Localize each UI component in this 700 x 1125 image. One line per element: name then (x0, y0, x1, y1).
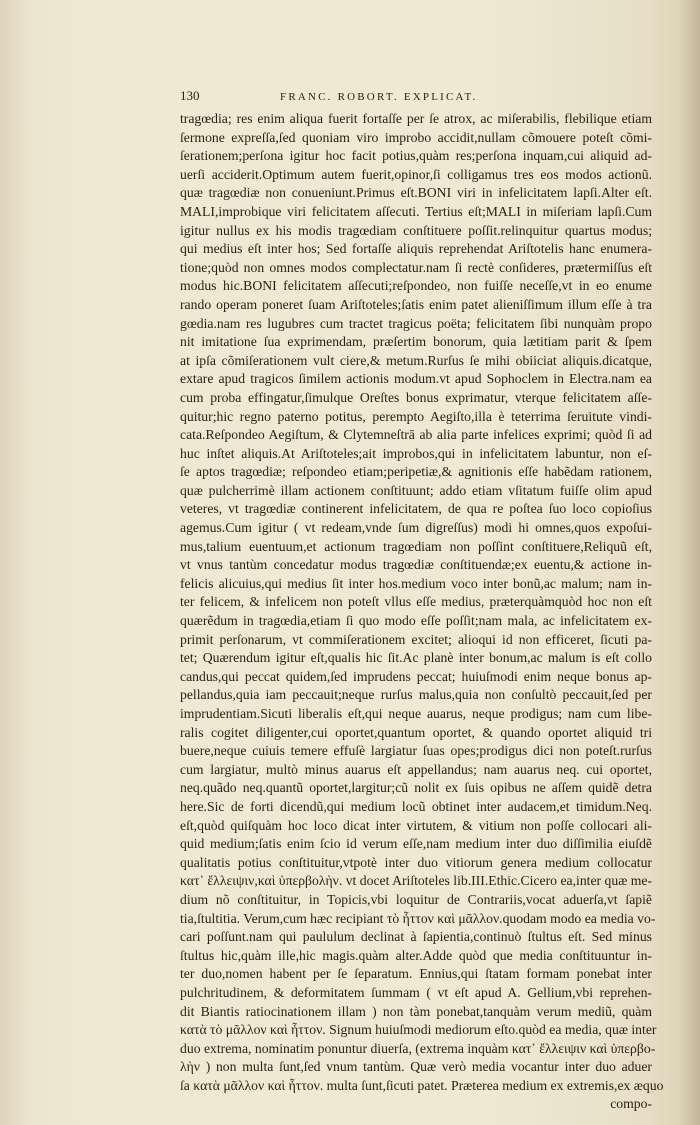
text-line: quærẽdum in tragœdia,etiam ſi quo modo eſſe poſſit;nam mala, ac infelicitatem ex- (180, 613, 652, 629)
text-line: κατὰ τὸ μᾶλλον καὶ ἧττον. Signum huiuſmodi mediorum eſto.quòd ea media, quæ inter (180, 1022, 657, 1038)
text-line: imprudentiam.Sicuti liberalis eſt,qui neque auarus, neque prodigus; nam cum libe- (180, 706, 652, 721)
text-line: quid medium;ſatis enim ſcio id verum eſſe,nam medium inter duo diſſimilia eiuſdẽ (180, 836, 652, 852)
text-line: vt vnus tantùm concedatur modus tragœdiæ conſtituendæ;ex euentu,& actione in- (180, 557, 652, 573)
body-text (180, 110, 664, 1114)
text-line: cum largiatur, multò minus auarus eſt appellandus; nam auarus neq. cui oportet, (180, 761, 652, 777)
text-line: dit Biantis ratiocinationem illam ) non tàm ponebat,tanquàm verum mediũ, quàm (180, 1003, 652, 1019)
text-line: rando operam poneret ſuam Ariſtoteles;ſatis enim patet alieniſſimum illum eſſe à tra (180, 296, 652, 312)
text-line: tet; Quærendum igitur eſt,qualis hic ſit.Ac planè inter bonum,ac malum is eſt collo (180, 650, 652, 666)
text-line: ſe aptos tragœdiæ; reſpondeo etiam;peripetiæ,& agnitionis eſſe habẽdam rationem, (180, 464, 652, 480)
text-line: dium nõ conſtituitur, in Topicis,vbi loquitur de Contrariis,vocat aduerſa,vt ſapiẽ (180, 891, 652, 907)
text-line: quitur;hic regno paterno potitus, perempto Aegiſto,illa è teterrima ſeruitute vindi- (180, 408, 652, 424)
text-line: felicis alicuius,qui medius ſit inter hos.medium voco inter bonũ,ac malum; nam in- (180, 575, 652, 591)
text-line: ſtultus hic,quàm ille,hic magis.quàm alter.Adde quòd que media conſtituuntur in- (180, 947, 652, 963)
text-line: igitur nullus ex his modis tragœdiam conſtituere poſſit.relinquitur quartus modus; (180, 222, 652, 238)
text-line: here.Sic de forti dicendũ,qui medium locũ obtinet inter audacem,et timidum.Neq. (180, 798, 652, 814)
text-line: ſa κατὰ μᾶλλον καὶ ἧττον. multa ſunt,ſicuti patet. Præterea medium ex extremis,ex æquo (180, 1077, 664, 1093)
text-line: ſerationem;perſona igitur hoc facit potius,quàm res;perſona inquam,cui aliquid ad- (180, 148, 652, 164)
text-line: ralis cogitet diligenter,cui oportet,quantum oportet, & quando oportet aliquid tri (180, 724, 652, 740)
text-line: mus,talium euentuum,et actionum tragœdiam non poſſint conſtituere,Reliquũ eſt, (180, 538, 652, 554)
text-line: compo- (610, 1096, 652, 1112)
text-block (180, 88, 664, 1114)
text-line: ter felicem, & infelicem non poteſt vllus eſſe medius, præterquàmquòd hoc non eſt (180, 594, 652, 610)
running-head (180, 88, 652, 110)
text-line: gœdia.nam res lugubres cum tractet tragicus poëta; felicitatem ſibi nunquàm propo (180, 315, 652, 331)
text-line: modus hic.BONI felicitatem aſſecuti;reſpondeo, non fuiſſe neceſſe,vt in eo enume (180, 278, 652, 294)
text-line: pellandus,quia iam peccauit;neque rurſus malus,quia non conſultò peccauit,ſed per (180, 687, 652, 703)
text-line: at ipſa cõmiſerationem vult ciere,& metum.Rurſus ſe mihi obiiciat aliquis.dicatque, (180, 352, 652, 368)
text-line: cata.Reſpondeo Aegiſtum, & Clytemneſtrā ab alia parte infelices exprimi; quòd ſi ad (180, 427, 652, 443)
text-line: eſt,quòd quiſquàm hoc loco dicat inter virtutem, & vitium non poſſe collocari ali- (180, 817, 652, 833)
text-line: quæ tragœdiæ non conueniunt.Primus eſt.BONI viri in infelicitatem lapſi.Alter eſt. (180, 185, 652, 201)
text-line: tragœdia; res enim aliqua fuerit fortaſſe per ſe atrox, ac miſerabilis, flebilique etiam (180, 111, 652, 126)
text-line: veteres, vt tragœdiæ continerent infelicitatem, de qua re poſtea ſuo loco copioſius (180, 501, 652, 517)
text-line: buere,neque cuiuis temere effuſè largiatur ſuas opes;prodigus dici non poteſt.rurſus (180, 743, 652, 759)
text-line: candus,qui peccat quidem,ſed imprudens peccat; huiuſmodi enim neque bonus ap- (180, 668, 652, 684)
text-line: pulchritudinem, & deformitatem ſummam ( vt eſt apud A. Gellium,vbi reprehen- (180, 984, 652, 1000)
text-line: cari poſſunt.nam qui paululum declinat à ſapientia,continuò ſtultus eſt. Sed minus (180, 929, 652, 945)
text-line: huc inſtet aliquis.At Ariſtoteles;ait improbos,qui in infelicitatem labuntur, non eſ- (180, 445, 652, 461)
text-line: neq.quãdo neq.quantũ oportet,largitur;cũ nolit ex ſuis opibus ne aſſem quidẽ detra (180, 780, 652, 796)
text-line: primit perſonarum, vt commiſerationem excitet; alioqui id non efficeret, ſicuti pa- (180, 631, 652, 647)
text-line: tione;quòd non omnes modos complectatur.nam ſi rectè conſideres, prætermiſſus eſt (180, 259, 652, 275)
page-number: 130 (180, 88, 200, 103)
text-line: κατ᾽ ἔλλειψιν,καὶ ὑπερβολὴν. vt docet Ariſtoteles lib.III.Ethic.Cicero ea,inter quæ me- (180, 873, 653, 889)
running-title: FRANC. ROBORT. EXPLICAT. (280, 91, 478, 103)
text-line: nit imitatione ſua exprimendam, præſertim bonorum, quia lætitiam parit & ſpem (180, 334, 652, 350)
text-line: λὴν ) non multa ſunt,ſed vnum tantùm. Quæ verò media vocantur inter duo aduer (180, 1059, 652, 1075)
page-edge-shadow (678, 0, 700, 1125)
text-line: MALI,improbique viri felicitatem aſſecuti. Tertius eſt;MALI in miſeriam lapſi.Cum (180, 203, 652, 219)
text-line: qualitatis potius conſtituitur,vtpotè inter duo vitiorum genera medium collocatur (180, 854, 652, 870)
text-line: ter duo,nomen habent per ſe ſeparatum. Ennius,qui ſtatam formam ponebat inter (180, 966, 652, 982)
text-line: duo extrema, nominatim ponuntur diuerſa, (extrema inquàm κατ᾽ ἔλλειψιν καὶ ὑπερβο- (180, 1040, 656, 1056)
text-line: tia,ſtultitia. Verum,cum hæc recipiant τὸ ἧττον καὶ μᾶλλον.quodam modo ea media vo- (180, 910, 656, 926)
text-line: ſermone expreſſa,ſed quoniam viro improbo accidit,nullam cõmouere poteſt cõmi- (180, 129, 652, 145)
text-line: uerſi acciderit.Optimum autem fuerit,opinor,ſi colligamus tres eos modos actionũ. (180, 166, 652, 182)
text-line: quæ pulcherrimè illam actionem conſtituunt; addo etiam vſitatum fuiſſe olim apud (180, 482, 652, 498)
text-line: agemus.Cum igitur ( vt redeam,vnde ſum digreſſus) modi hi omnes,quos expoſui- (180, 520, 652, 536)
text-line: cum proba effingatur,ſimulque Oreſtes bonus exprimatur, vterque felicitatem aſſe- (180, 389, 652, 405)
text-line: extare apud tragicos ſimilem actionis modum.vt apud Sophoclem in Electra.nam ea (180, 371, 652, 387)
text-line: qui medius eſt inter hos; Sed fortaſſe aliquis reprehendat Ariſtotelis hanc enumera- (180, 241, 652, 257)
